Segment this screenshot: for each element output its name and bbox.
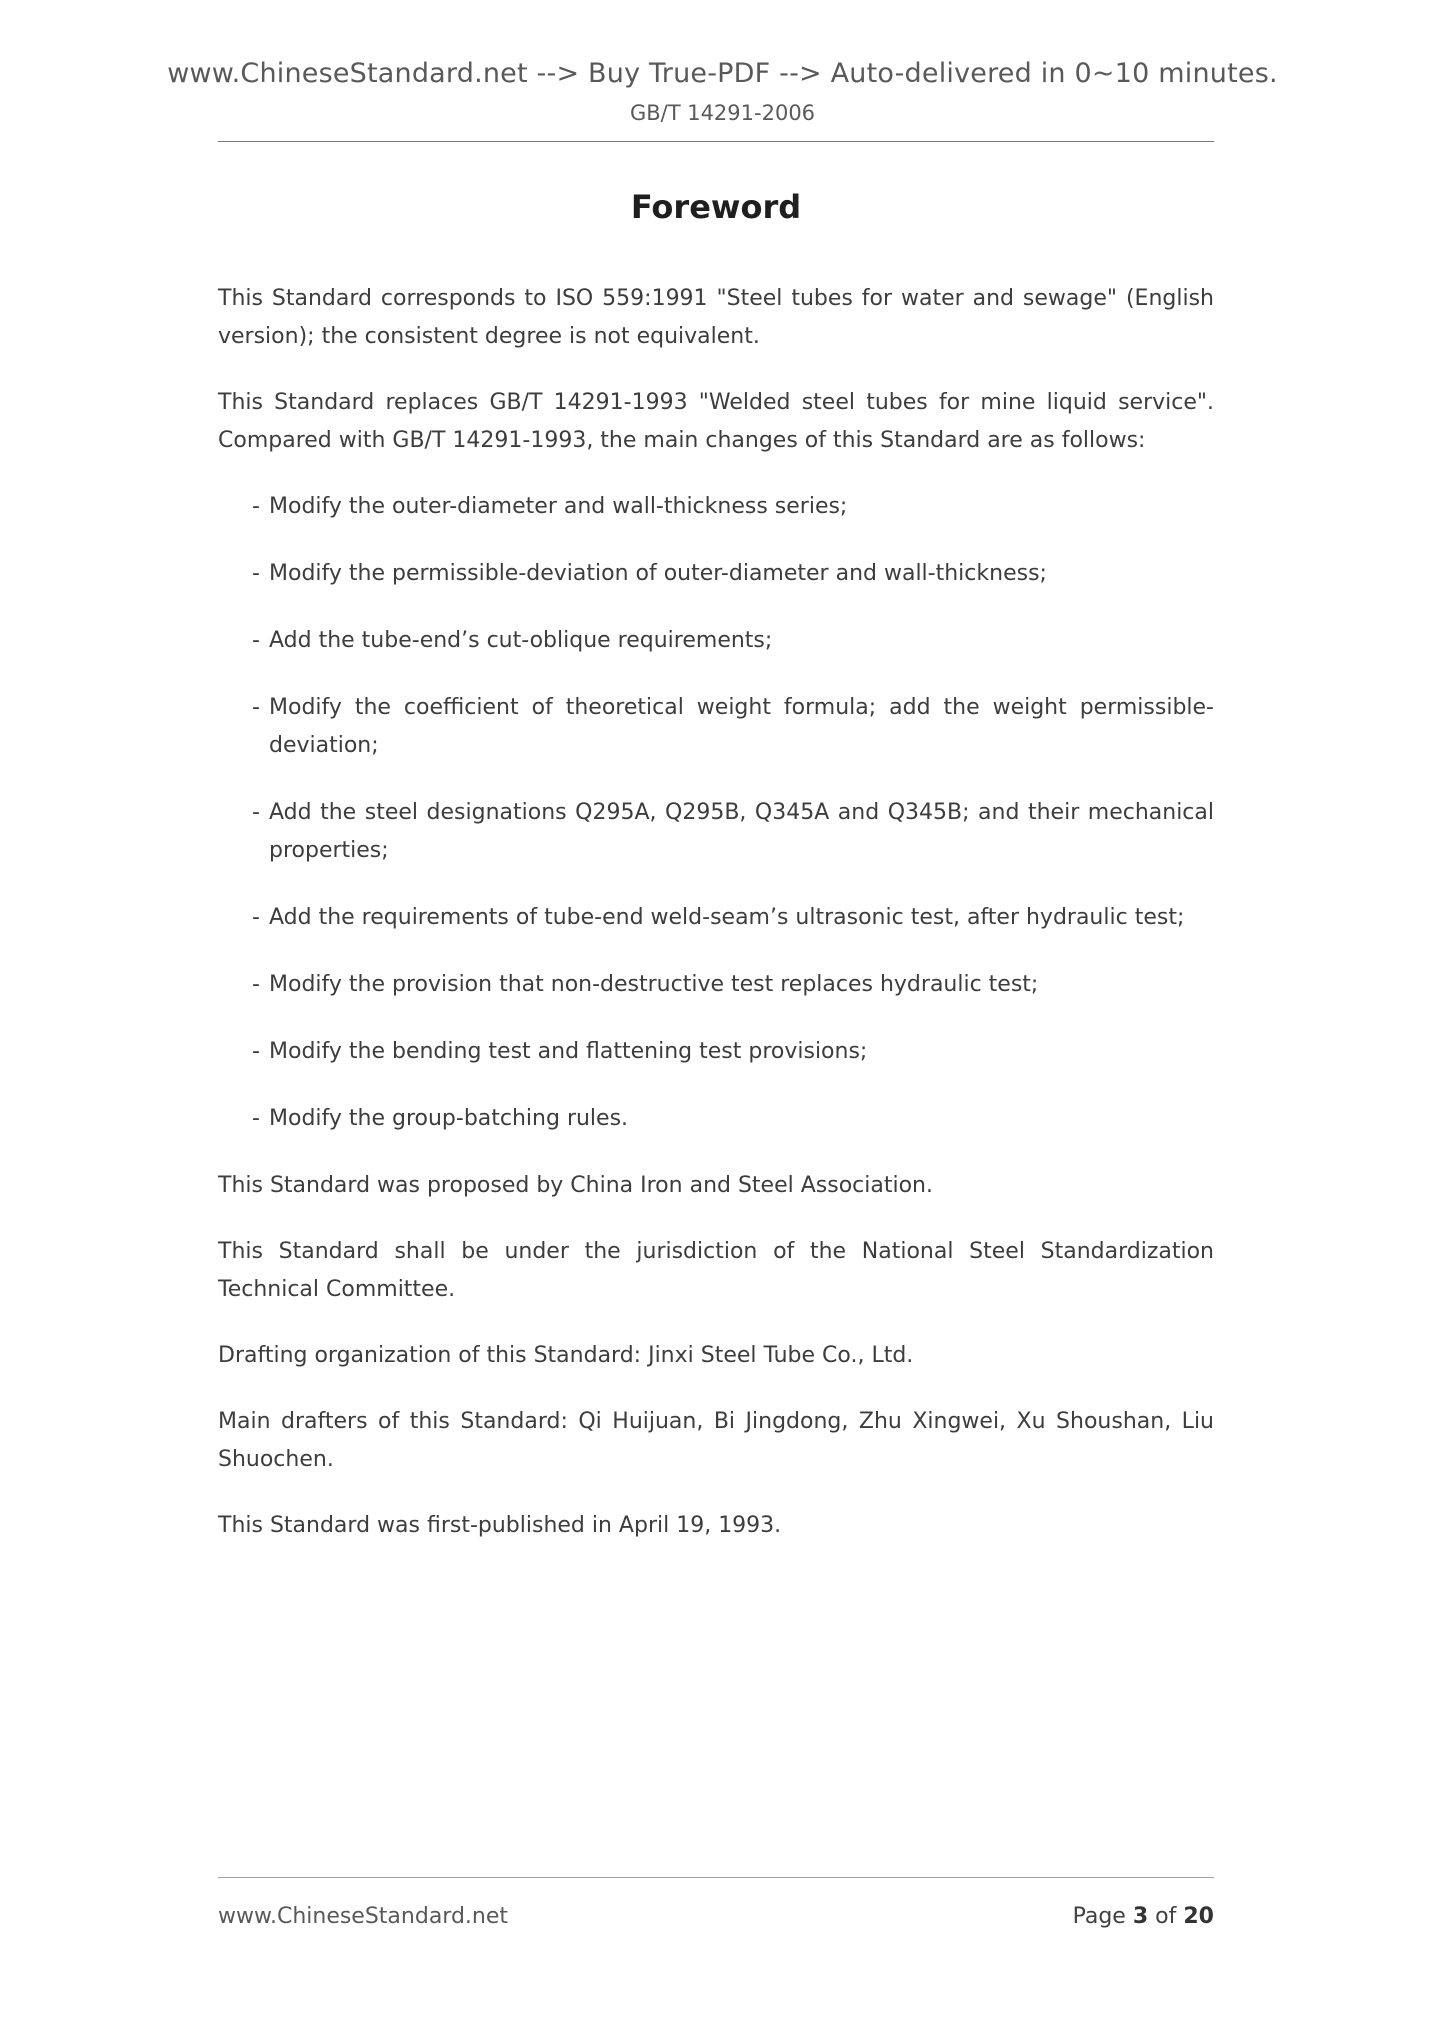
list-item-text: Modify the coefficient of theoretical weight formula; add the weight permissible-deviation; bbox=[269, 695, 1214, 758]
list-dash: - bbox=[252, 561, 260, 586]
page-title: Foreword bbox=[630, 188, 802, 226]
list-item bbox=[252, 488, 1214, 526]
list-dash: - bbox=[252, 972, 260, 997]
list-item bbox=[252, 1033, 1214, 1071]
changes-list bbox=[218, 488, 1214, 1138]
list-item-text: Modify the bending test and flattening test provisions; bbox=[269, 1039, 868, 1064]
closing-paragraph: Drafting organization of this Standard: Jinxi Steel Tube Co., Ltd. bbox=[218, 1343, 914, 1368]
page-content bbox=[218, 141, 1214, 1545]
list-item-text: Add the requirements of tube-end weld-seam’s ultrasonic test, after hydraulic test; bbox=[269, 905, 1185, 930]
list-dash: - bbox=[252, 1039, 260, 1064]
page-total: 20 bbox=[1183, 1904, 1214, 1929]
site-banner: www.ChineseStandard.net --> Buy True-PDF --> Auto-delivered in 0~10 minutes. bbox=[167, 58, 1278, 89]
closing-paragraph: Main drafters of this Standard: Qi Huijuan, Bi Jingdong, Zhu Xingwei, Xu Shoushan, Liu Shuochen. bbox=[218, 1409, 1214, 1472]
list-item bbox=[252, 966, 1214, 1004]
list-dash: - bbox=[252, 800, 260, 825]
page-indicator-prefix: Page bbox=[1072, 1904, 1126, 1929]
list-item-text: Modify the provision that non-destructive test replaces hydraulic test; bbox=[269, 972, 1039, 997]
footer-site-text: www.ChineseStandard.net bbox=[218, 1904, 509, 1929]
list-item bbox=[252, 689, 1214, 765]
intro-paragraph: This Standard replaces GB/T 14291-1993 "Welded steel tubes for mine liquid service". Compared with GB/T 14291-1993, the main changes of this Standard are as follows: bbox=[218, 390, 1214, 453]
list-dash: - bbox=[252, 905, 260, 930]
standard-number: GB/T 14291-2006 bbox=[629, 101, 816, 125]
list-item bbox=[252, 555, 1214, 593]
page-indicator bbox=[1073, 1904, 1214, 1929]
closing-paragraph: This Standard was first-published in April 19, 1993. bbox=[218, 1513, 782, 1538]
list-item bbox=[252, 1100, 1214, 1138]
list-item-text: Modify the outer-diameter and wall-thickness series; bbox=[269, 494, 848, 519]
list-dash: - bbox=[252, 695, 260, 720]
page-indicator-of: of bbox=[1155, 1904, 1177, 1929]
page-number: 3 bbox=[1132, 1904, 1149, 1929]
page-footer bbox=[218, 1877, 1214, 1929]
list-item bbox=[252, 794, 1214, 870]
header-divider bbox=[218, 141, 1214, 142]
closing-paragraph: This Standard shall be under the jurisdiction of the National Steel Standardization Technical Committee. bbox=[218, 1239, 1214, 1302]
list-item-text: Add the steel designations Q295A, Q295B, Q345A and Q345B; and their mechanical properties; bbox=[269, 800, 1214, 863]
list-item bbox=[252, 622, 1214, 660]
closing-paragraph: This Standard was proposed by China Iron and Steel Association. bbox=[218, 1173, 933, 1198]
list-dash: - bbox=[252, 628, 260, 653]
list-item-text: Modify the permissible-deviation of outer-diameter and wall-thickness; bbox=[269, 561, 1047, 586]
list-item bbox=[252, 899, 1214, 937]
list-item-text: Modify the group-batching rules. bbox=[269, 1106, 629, 1131]
list-dash: - bbox=[252, 1106, 260, 1131]
list-item-text: Add the tube-end’s cut-oblique requirements; bbox=[269, 628, 773, 653]
intro-paragraph: This Standard corresponds to ISO 559:1991 "Steel tubes for water and sewage" (English version); the consistent degree is not equivalent. bbox=[218, 286, 1214, 349]
list-dash: - bbox=[252, 494, 260, 519]
